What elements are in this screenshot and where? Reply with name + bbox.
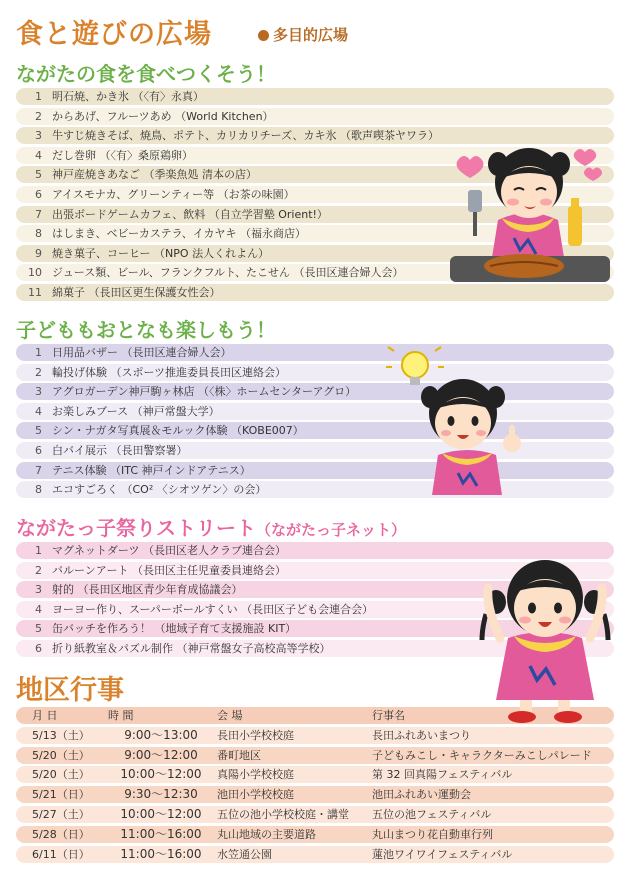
list-item: 7 テニス体験 （ITC 神戸インドアテニス）	[16, 462, 614, 479]
list-item: 11 綿菓子 （長田区更生保護女性会）	[16, 284, 614, 301]
kids-section-title: ながたっ子祭りストリート（ながたっ子ネット）	[16, 516, 407, 540]
list-item: 9 焼き菓子、コーヒー （NPO 法人くれよん）	[16, 245, 614, 262]
list-item: 3 牛すじ焼きそば、焼鳥、ポテト、カリカリチーズ、カキ氷 （歌声喫茶ヤワラ）	[16, 127, 614, 144]
list-item: 5 シン・ナガタ写真展＆モルック体験 （KOBE007）	[16, 422, 614, 439]
list-item: 4 ヨーヨー作り、スーパーボールすくい （長田区子ども会連合会）	[16, 601, 614, 618]
list-item: 4 だし巻卵 （〈有〉桑原鶏卵）	[16, 147, 614, 164]
table-row: 5/13（土） 9:00～13:00 長田小学校校庭 長田ふれあいまつり	[16, 727, 614, 744]
page-subtitle	[258, 24, 348, 45]
page-title: 食と遊びの広場	[16, 19, 212, 50]
events-section-title: 地区行事	[16, 675, 124, 706]
list-item: 3 アグロガーデン神戸駒ヶ林店 （〈株〉ホームセンターアグロ）	[16, 383, 614, 400]
list-item: 3 射的 （長田区地区青少年育成協議会）	[16, 581, 614, 598]
list-item: 2 輪投げ体験 （スポーツ推進委員長田区連絡会）	[16, 364, 614, 381]
list-item: 2 バルーンアート （長田区主任児童委員連絡会）	[16, 562, 614, 579]
list-item: 1 明石焼、かき氷 （〈有〉永真）	[16, 88, 614, 105]
list-item: 6 白バイ展示 （長田警察署）	[16, 442, 614, 459]
list-item: 8 はしまき、ベビーカステラ、イカヤキ （福永商店）	[16, 225, 614, 242]
girl-cheering-illustration	[470, 550, 620, 725]
table-row: 6/11（日） 11:00～16:00 水笠通公園 蓮池ワイワイフェスティバル	[16, 846, 614, 863]
table-row: 5/20（土） 9:00～12:00 番町地区 子どもみこし・キャラクターみこしパレード	[16, 747, 614, 764]
list-item: 5 缶バッチを作ろう！ （地域子育て支援施設 KIT）	[16, 620, 614, 637]
girl-cooking-illustration	[450, 120, 610, 290]
venue-label: 多目的広場	[273, 26, 349, 44]
events-table	[16, 707, 614, 865]
food-section-title: ながたの食を食べつくそう！	[16, 62, 276, 86]
girl-idea-illustration	[380, 345, 530, 495]
list-item: 6 折り紙教室＆パズル制作 （神戸常盤女子高校高等学校）	[16, 640, 614, 657]
list-item: 6 アイスモナカ、グリーンティー等 （お茶の味園）	[16, 186, 614, 203]
list-item: 7 出張ボードゲームカフェ、飲料 （自立学習塾 Orient!）	[16, 206, 614, 223]
list-item: 8 エコすごろく （CO² 〈シオツゲン〉の会）	[16, 481, 614, 498]
list-item: 5 神戸産焼きあなご （季楽魚処 清本の店）	[16, 166, 614, 183]
list-item: 10 ジュース類、ビール、フランクフルト、たこせん （長田区連合婦人会）	[16, 264, 614, 281]
kids-section-note: （ながたっ子ネット）	[256, 521, 407, 539]
table-row: 5/20（土） 10:00～12:00 真陽小学校校庭 第 32 回真陽フェスティバル	[16, 766, 614, 783]
list-item: 1 日用品バザー （長田区連合婦人会）	[16, 344, 614, 361]
table-row: 5/27（土） 10:00～12:00 五位の池小学校校庭・講堂 五位の池フェスティバル	[16, 806, 614, 823]
play-section-title: 子どももおとなも楽しもう！	[16, 318, 276, 342]
table-row: 5/28（日） 11:00～16:00 丸山地域の主要道路 丸山まつり花自動車行列	[16, 826, 614, 843]
bullet-dot-icon	[258, 30, 269, 41]
table-header-row: 月 日 時 間 会 場 行事名	[16, 707, 614, 724]
table-row: 5/21（日） 9:30～12:30 池田小学校校庭 池田ふれあい運動会	[16, 786, 614, 803]
list-item: 2 からあげ、フルーツあめ （World Kitchen）	[16, 108, 614, 125]
list-item: 1 マグネットダーツ （長田区老人クラブ連合会）	[16, 542, 614, 559]
list-item: 4 お楽しみブース （神戸常盤大学）	[16, 403, 614, 420]
